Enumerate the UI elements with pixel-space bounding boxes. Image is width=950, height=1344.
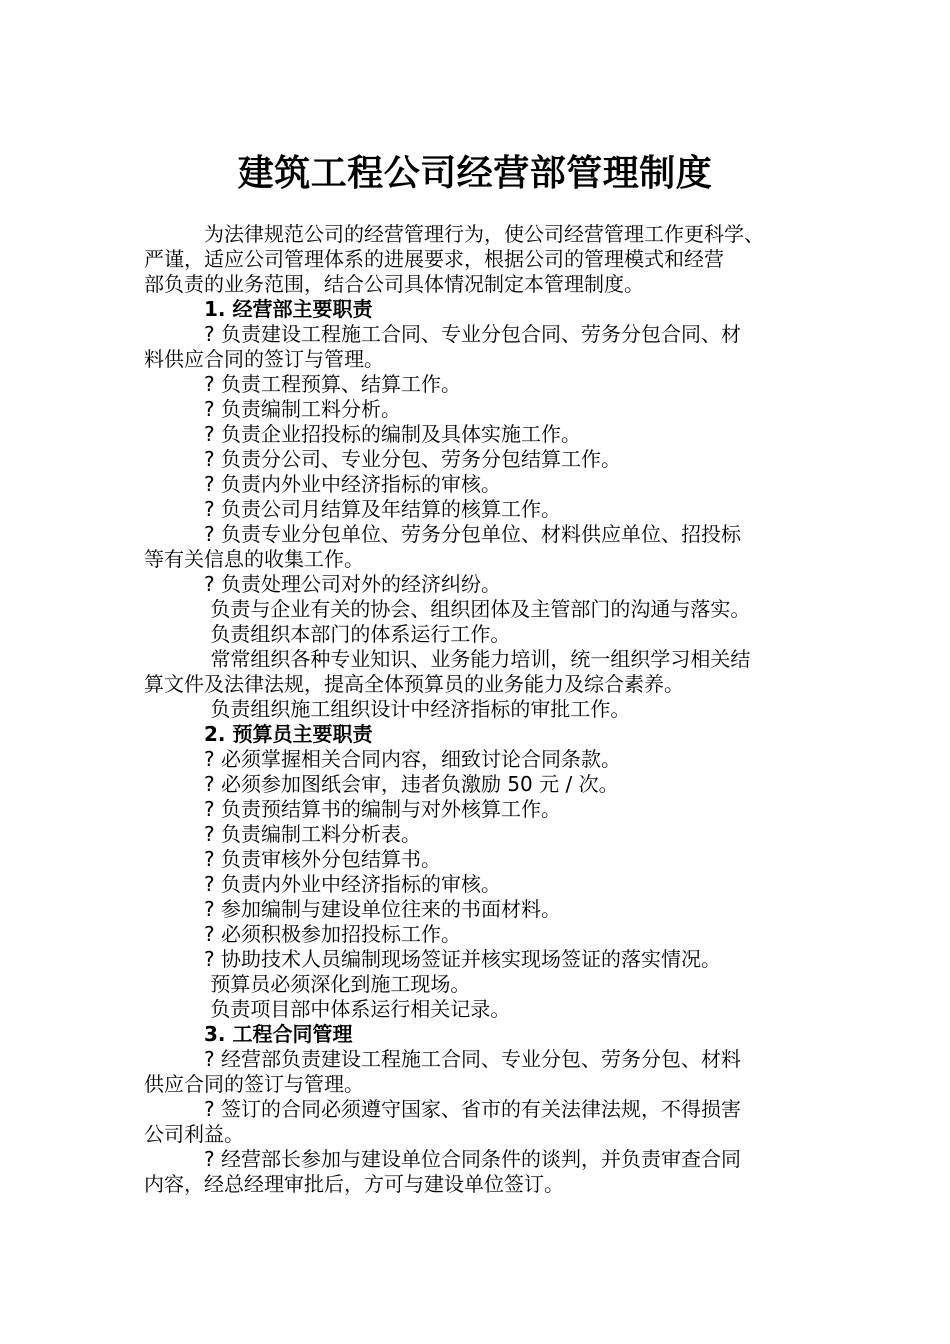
- body-line: 内容，经总经理审批后，方可与建设单位签订。: [144, 1172, 564, 1196]
- body-line: 公司利益。: [144, 1122, 244, 1146]
- body-line: ? 负责专业分包单位、劳务分包单位、材料供应单位、招投标: [144, 522, 741, 546]
- body-line: ? 负责企业招投标的编制及具体实施工作。: [144, 422, 581, 446]
- body-line: 预算员必须深化到施工现场。: [144, 972, 471, 996]
- body-line: ? 负责审核外分包结算书。: [144, 847, 441, 871]
- body-line: ? 必须掌握相关合同内容，细致讨论合同条款。: [144, 747, 621, 771]
- body-line: ? 负责工程预算、结算工作。: [144, 372, 461, 396]
- body-line: ? 负责内外业中经济指标的审核。: [144, 872, 501, 896]
- body-line: 等有关信息的收集工作。: [144, 547, 364, 571]
- body-line: ? 负责预结算书的编制与对外核算工作。: [144, 797, 561, 821]
- body-line: 为法律规范公司的经营管理行为，使公司经营管理工作更科学、: [144, 222, 764, 246]
- section-heading: 2. 预算员主要职责: [144, 722, 373, 746]
- body-line: 常常组织各种专业知识、业务能力培训，统一组织学习相关结: [144, 647, 751, 671]
- body-line: ? 必须积极参加招投标工作。: [144, 922, 461, 946]
- body-line: 负责组织施工组织设计中经济指标的审批工作。: [144, 697, 631, 721]
- body-line: 部负责的业务范围，结合公司具体情况制定本管理制度。: [144, 272, 644, 296]
- body-line: ? 负责编制工料分析表。: [144, 822, 421, 846]
- body-line: ? 负责处理公司对外的经济纠纷。: [144, 572, 501, 596]
- body-line: ? 负责公司月结算及年结算的核算工作。: [144, 497, 561, 521]
- body-line: ? 经营部负责建设工程施工合同、专业分包、劳务分包、材料: [144, 1047, 741, 1071]
- body-line: ? 负责分公司、专业分包、劳务分包结算工作。: [144, 447, 621, 471]
- section-heading: 3. 工程合同管理: [144, 1022, 353, 1046]
- body-line: ? 协助技术人员编制现场签证并核实现场签证的落实情况。: [144, 947, 721, 971]
- body-line: ? 参加编制与建设单位往来的书面材料。: [144, 897, 561, 921]
- body-line: ? 负责建设工程施工合同、专业分包合同、劳务分包合同、材: [144, 322, 741, 346]
- body-line: 料供应合同的签订与管理。: [144, 347, 384, 371]
- body-line: ? 签订的合同必须遵守国家、省市的有关法律法规，不得损害: [144, 1097, 741, 1121]
- body-line: 算文件及法律法规，提高全体预算员的业务能力及综合素养。: [144, 672, 684, 696]
- document-body: [144, 222, 814, 1197]
- body-line: 供应合同的签订与管理。: [144, 1072, 364, 1096]
- body-line: ? 负责编制工料分析。: [144, 397, 401, 421]
- body-line: 严谨，适应公司管理体系的进展要求，根据公司的管理模式和经营: [144, 247, 724, 271]
- body-line: 负责组织本部门的体系运行工作。: [144, 622, 511, 646]
- body-line: 负责与企业有关的协会、组织团体及主管部门的沟通与落实。: [144, 597, 751, 621]
- document-title: 建筑工程公司经营部管理制度: [237, 153, 713, 194]
- section-heading: 1. 经营部主要职责: [144, 297, 373, 321]
- body-line: ? 负责内外业中经济指标的审核。: [144, 472, 501, 496]
- body-line: 负责项目部中体系运行相关记录。: [144, 997, 511, 1021]
- body-line: ? 必须参加图纸会审，违者负激励 50 元 / 次。: [144, 772, 619, 796]
- body-line: ? 经营部长参加与建设单位合同条件的谈判，并负责审查合同: [144, 1147, 741, 1171]
